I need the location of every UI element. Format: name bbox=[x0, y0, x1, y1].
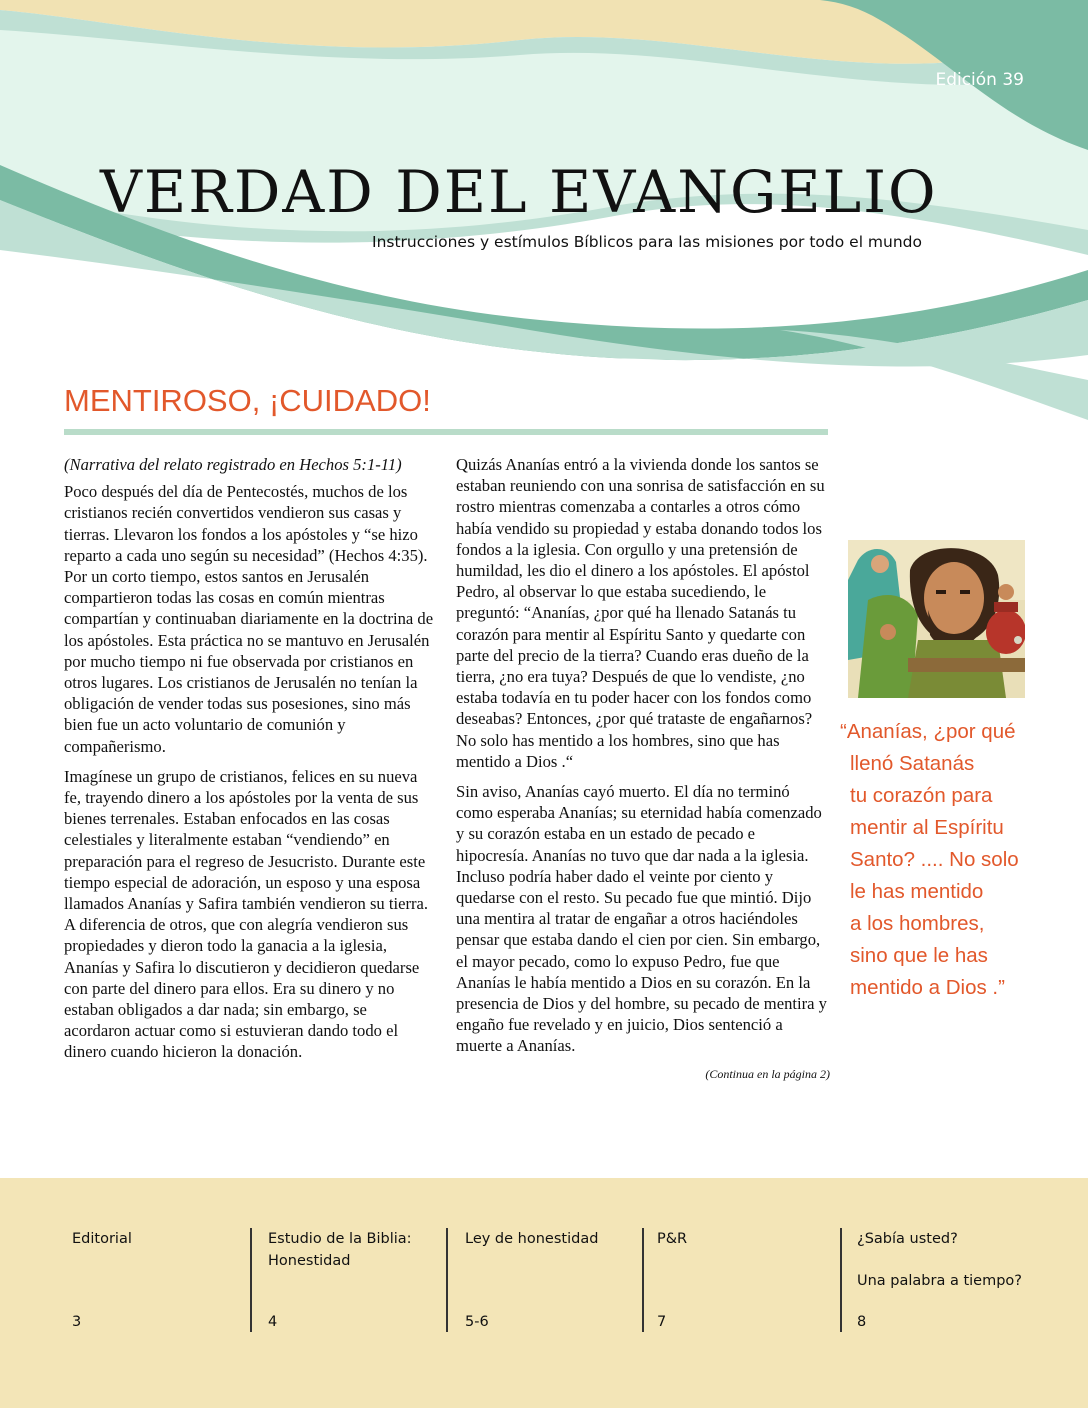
toc-divider bbox=[250, 1228, 252, 1332]
toc-item-title: Estudio de la Biblia: Honestidad bbox=[268, 1231, 412, 1269]
toc-item-page: 3 bbox=[72, 1314, 82, 1330]
masthead-tagline: Instrucciones y estímulos Bíblicos para las misiones por todo el mundo bbox=[372, 233, 922, 251]
article-column-1 bbox=[64, 454, 436, 1072]
edition-label: Edición 39 bbox=[935, 70, 1024, 90]
article-paragraph: Imagínese un grupo de cristianos, felices en su nueva fe, trayendo dinero a los apóstoles por la venta de sus bienes terrenales. Estaban enfocados en las cosas celestiales y literalmente estaban “vendiendo” en preparación para el regreso de Jesucristo. Durante este tiempo especial de adoración, un esposo y una esposa llamados Ananías y Safira también vendieron su tierra. A diferencia de otros, que con alegría vendieron sus propiedades y dieron todo la ganacia a la iglesia, Ananías y Safira lo discutieron y decidieron quedarse con parte del dinero para ellos. Era su dinero y no estaban obligados a dar nada; sin embargo, se acordaron actuar como si estuvieran dando todo el dinero cuando hicieron la donación. bbox=[64, 766, 429, 1062]
toc-divider bbox=[840, 1228, 842, 1332]
article-title: MENTIROSO, ¡CUIDADO! bbox=[64, 383, 431, 418]
pull-quote-line: a los hombres, bbox=[850, 912, 985, 935]
toc-item-page: 8 bbox=[857, 1314, 867, 1330]
article-paragraph: Quizás Ananías entró a la vivienda donde los santos se estaban reuniendo con una sonrisa de satisfacción en su rostro mientras comenzaba a contarles a otros cómo había vendido su propiedad y estaba donando todos los fondos a la iglesia. Con orgullo y una pretensión de humildad, les dio el dinero a los apóstoles. El apóstol Pedro, al observar lo que estaba sucediendo, le preguntó: “Ananías, ¿por qué ha llenado Satanás tu corazón para mentir al Espíritu Santo y quedarte con parte del precio de la tierra? Cuando eras dueño de la tierra, ¿no era tuya? Después de que lo vendiste, ¿no estaba todavía en tu poder hacer con los fondos como deseabas? Entonces, ¿por qué trataste de engañarnos? No solo has mentido a los hombres, sino que has mentido a Dios .“ bbox=[456, 455, 825, 771]
toc-item-editorial[interactable] bbox=[72, 1228, 242, 1332]
ananias-illustration bbox=[848, 540, 1025, 698]
toc-item-did-you-know[interactable] bbox=[857, 1228, 1057, 1332]
toc-item-title: Editorial bbox=[72, 1231, 132, 1247]
article-column-2 bbox=[456, 454, 830, 1094]
table-of-contents bbox=[0, 1178, 1088, 1408]
scripture-reference-note: (Narrativa del relato registrado en Hechos 5:1-11) bbox=[64, 455, 402, 474]
toc-item-subtitle: Una palabra a tiempo? bbox=[857, 1273, 1022, 1289]
continue-link[interactable]: (Continua en la página 2) bbox=[705, 1066, 830, 1081]
pull-quote bbox=[840, 716, 1040, 1004]
toc-divider bbox=[642, 1228, 644, 1332]
title-divider bbox=[64, 429, 828, 435]
toc-item-qa[interactable] bbox=[657, 1228, 827, 1332]
pull-quote-line: le has mentido bbox=[850, 880, 984, 903]
toc-item-title: ¿Sabía usted? bbox=[857, 1231, 958, 1247]
toc-item-title: Ley de honestidad bbox=[465, 1231, 599, 1247]
pull-quote-line: tu corazón para bbox=[850, 784, 993, 807]
pull-quote-line: mentido a Dios .” bbox=[850, 976, 1005, 999]
article-paragraph: Poco después del día de Pentecostés, muchos de los cristianos recién convertidos vendieron sus casas y tierras. Llevaron los fondos a los apóstoles y “se hizo reparto a cada uno según su necesidad” (Hechos 4:35). Por un corto tiempo, estos santos en Jerusalén compartieron todas las cosas en común mientras compartían y continuaban diariamente en la doctrina de los apóstoles. Esta práctica no se mantuvo en Jerusalén por mucho tiempo ni fue observada por cristianos en otros lugares. Los cristianos de Jerusalén no tenían la obligación de vender todas sus posesiones, sino más bien fue un acto voluntario de comunión y compañerismo. bbox=[64, 482, 434, 756]
toc-item-title: P&R bbox=[657, 1231, 688, 1247]
pull-quote-line: Santo? .... No solo bbox=[850, 848, 1019, 871]
toc-item-page: 4 bbox=[268, 1314, 278, 1330]
toc-item-bible-study[interactable] bbox=[268, 1228, 438, 1332]
article-paragraph: Sin aviso, Ananías cayó muerto. El día no terminó como esperaba Ananías; su eternidad había comenzado y su corazón estaba en un estado de pecado e hipocresía. Ananías no tuvo que dar nada a la iglesia. Incluso podría haber dado el veinte por ciento y quedarse con el resto. Su pecado fue que mintió. Dijo una mentira al tratar de engañar a otros haciéndoles pensar que estaba dando el cien por cien. Sin embargo, el mayor pecado, como lo expuso Pedro, fue que Ananías le había mentido a Dios en su corazón. En la presencia de Dios y del hombre, su pecado de mentira y engaño fue revelado y en juicio, Dios sentenció a muerte a Ananías. bbox=[456, 782, 827, 1056]
toc-item-page: 7 bbox=[657, 1314, 667, 1330]
pull-quote-line: sino que le has bbox=[850, 944, 988, 967]
pull-quote-line: mentir al Espíritu bbox=[850, 816, 1004, 839]
toc-divider bbox=[446, 1228, 448, 1332]
pull-quote-line: llenó Satanás bbox=[850, 752, 975, 775]
toc-item-page: 5-6 bbox=[465, 1314, 489, 1330]
masthead-title: VERDAD DEL EVANGELIO bbox=[100, 158, 938, 226]
pull-quote-line: “Ananías, ¿por qué bbox=[840, 720, 1016, 743]
toc-item-honesty-law[interactable] bbox=[465, 1228, 635, 1332]
